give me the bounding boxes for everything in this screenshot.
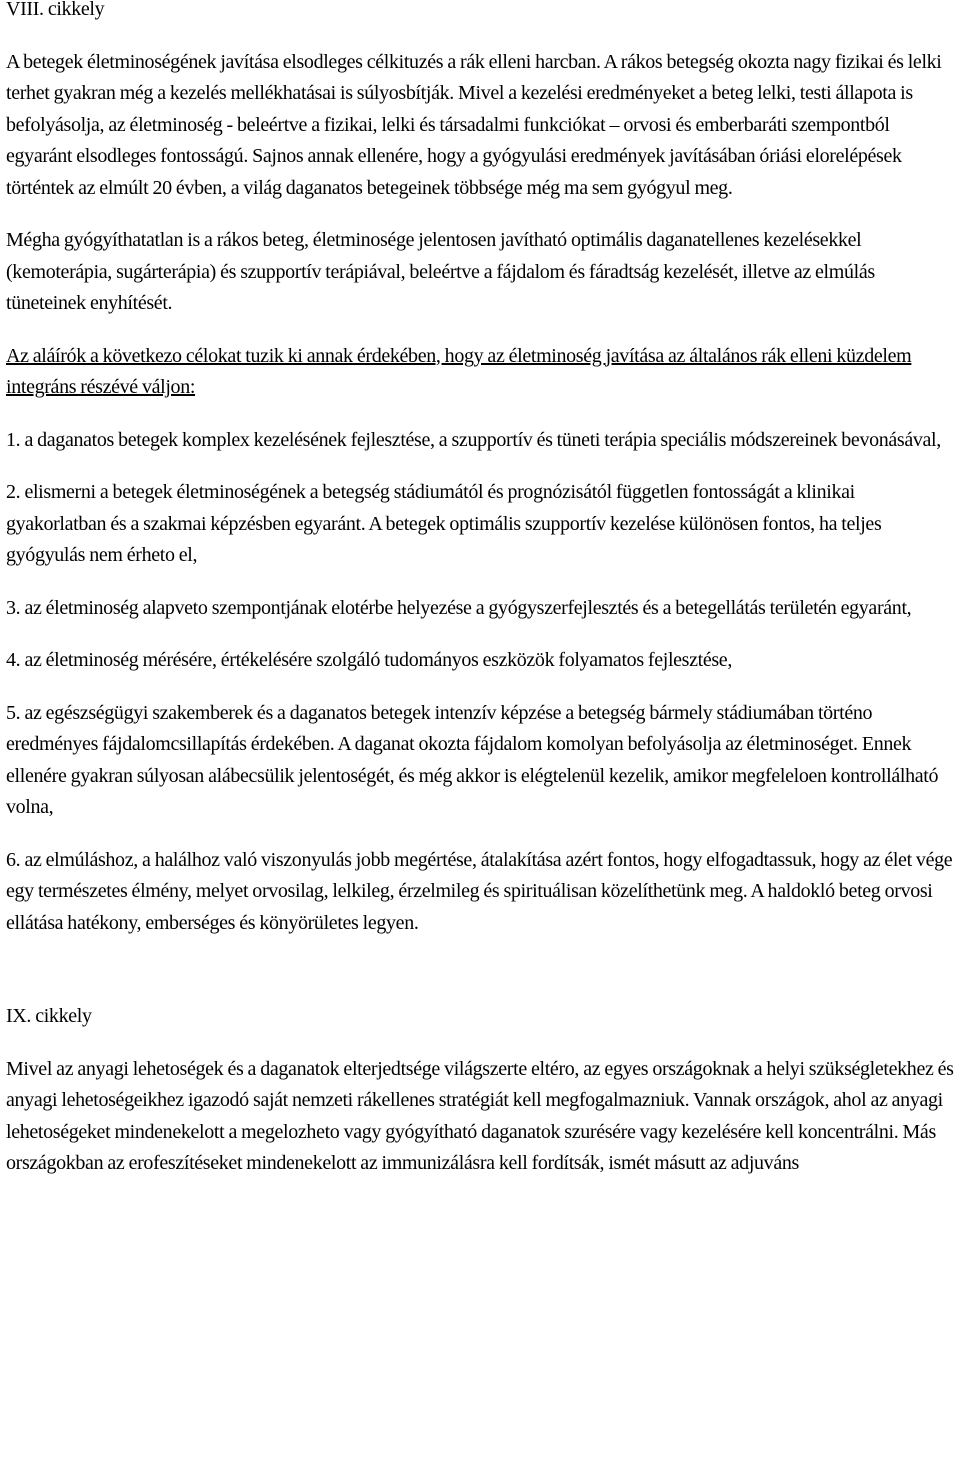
spacer bbox=[6, 404, 958, 425]
spacer bbox=[6, 456, 958, 477]
section-heading-viii: VIII. cikkely bbox=[6, 0, 105, 20]
list-item-goal-1: 1. a daganatos betegek komplex kezelésének fejlesztése, a szupportív és tüneti terápia speciális módszereinek bevonásával, bbox=[6, 428, 941, 451]
list-item-goal-3: 3. az életminoség alapveto szempontjának elotérbe helyezése a gyógyszerfejlesztés és a betegellátás területén egyaránt, bbox=[6, 596, 912, 619]
list-item-goal-6: 6. az elmúláshoz, a halálhoz való viszonyulás jobb megértése, átalakítása azért fontos, hogy elfogadtassuk, hogy az élet vége egy természetes élmény, melyet orvosilag, lelkileg, érzelmileg és spirituálisan közelíthetünk meg. A haldokló beteg orvosi ellátása hatékony, emberséges és könyörületes legyen. bbox=[6, 848, 953, 934]
spacer bbox=[6, 204, 958, 225]
list-item-goal-2: 2. elismerni a betegek életminoségének a betegség stádiumától és prognózisától független fontosságát a klinikai gyakorlatban és a szakmai képzésben egyaránt. A betegek optimális szupportív kezelése különösen fontos, ha teljes gyógyulás nem érheto el, bbox=[6, 481, 882, 566]
paragraph-national-strategy: Mivel az anyagi lehetoségek és a daganatok elterjedtsége világszerte eltéro, az egyes országoknak a helyi szükségletekhez és anyagi lehetoségeikhez igazodó saját nemzeti rákellenes stratégiát kell megfogalmazniuk. Vannak országok, ahol az anyagi lehetoségeket mindenekelott a megelozheto vagy gyógyítható daganatok szurésére vagy kezelésére kell koncentrálni. Más országokban az erofeszítéseket mindenekelott az immunizálásra kell fordítsák, ismét másutt az adjuváns bbox=[6, 1057, 954, 1174]
list-item-goal-5: 5. az egészségügyi szakemberek és a daganatos betegek intenzív képzése a betegség bármely stádiumában történo eredményes fájdalomcsillapítás érdekében. A daganat okozta fájdalom komolyan befolyásolja az életminoséget. Ennek ellenére gyakran súlyosan alábecsülik jelentoségét, és még akkor is elégtelenül kezelik, amikor megfeleloen kontrollálható volna, bbox=[6, 701, 939, 818]
spacer bbox=[6, 677, 958, 698]
spacer bbox=[6, 572, 958, 593]
spacer bbox=[6, 320, 958, 341]
spacer bbox=[6, 624, 958, 645]
paragraph-goals-intro: Az aláírók a következo célokat tuzik ki annak érdekében, hogy az életminoség javítása az általános rák elleni küzdelem integráns részévé váljon: bbox=[6, 344, 912, 398]
spacer bbox=[6, 26, 958, 47]
paragraph-incurable-patients: Mégha gyógyíthatatlan is a rákos beteg, életminosége jelentosen javítható optimális daganatellenes kezelésekkel (kemoterápia, sugárterápia) és szupportív terápiával, beleértve a fájdalom és fáradtság kezelését, illetve az elmúlás tüneteinek enyhítését. bbox=[6, 229, 875, 314]
spacer bbox=[6, 939, 958, 1001]
spacer bbox=[6, 824, 958, 845]
paragraph-quality-of-life: A betegek életminoségének javítása elsodleges célkituzés a rák elleni harcban. A rákos betegség okozta nagy fizikai és lelki terhet gyakran még a kezelés mellékhatásai is súlyosbítják. Mivel a kezelési eredményeket a beteg lelki, testi állapota is befolyásolja, az életminoség - beleértve a fizikai, lelki és társadalmi funkciókat – orvosi és emberbaráti szempontból egyaránt elsodleges fontosságú. Sajnos annak ellenére, hogy a gyógyulási eredmények javításában óriási elorelépések történtek az elmúlt 20 évben, a világ daganatos betegeinek többsége még ma sem gyógyul meg. bbox=[6, 50, 942, 199]
list-item-goal-4: 4. az életminoség mérésére, értékelésére szolgáló tudományos eszközök folyamatos fejlesztése, bbox=[6, 649, 732, 671]
spacer bbox=[6, 1033, 958, 1054]
section-heading-ix: IX. cikkely bbox=[6, 1005, 92, 1027]
